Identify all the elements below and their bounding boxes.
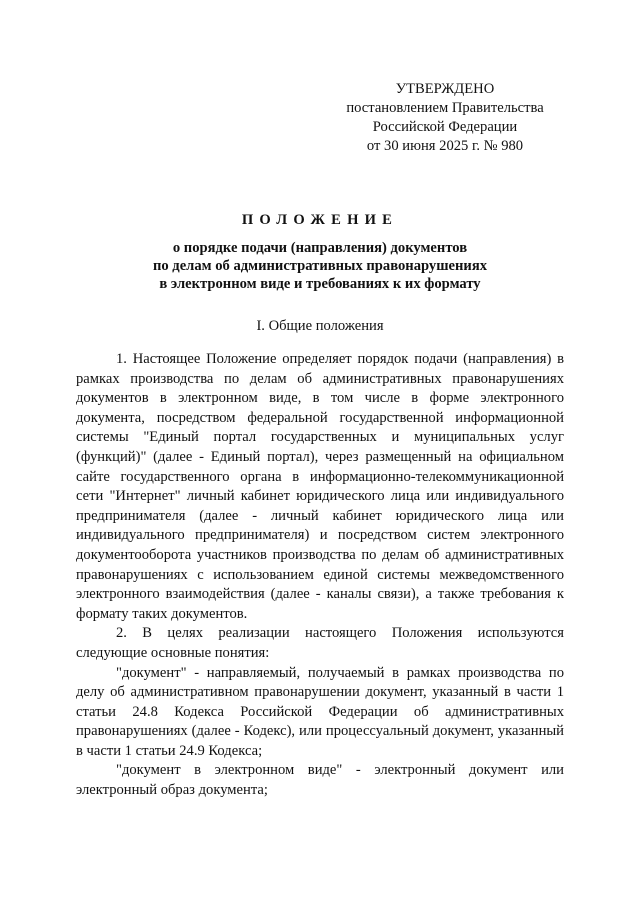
approval-line-2: Российской Федерации [372,119,518,135]
approval-line-1: постановлением Правительства [346,100,544,116]
section-title: I. Общие положения [256,318,384,334]
document-subtitle-line-3: в электронном виде и требованиях к их формату [159,276,481,292]
document-subtitle [0,239,640,293]
approval-stamp [330,80,560,156]
document-subtitle-line-2: по делам об административных правонарушениях [152,258,488,274]
document-body [76,350,564,801]
document-title: ПОЛОЖЕНИЕ [241,212,399,228]
approval-line-3: от 30 июня 2025 г. № 980 [366,138,524,154]
paragraph-1: 1. Настоящее Положение определяет порядок подачи (направления) в рамках производства по делам об административных правонарушениях документов в электронном виде, в том числе в форме электронного документа, посредством федеральной государственной информационной системы "Единый портал государственных и муниципальных услуг (функций)" (далее - Единый портал), через размещенный на официальном сайте государственного органа в информационно-телекоммуникационной сети "Интернет" личный кабинет юридического лица или индивидуального предпринимателя (далее - личный кабинет юридического лица или индивидуального предпринимателя) и посредством систем электронного документооборота участников производства по делам об административных правонарушениях с использованием единой системы межведомственного электронного взаимодействия (далее - каналы связи), а также требования к формату таких документов. [76,351,564,622]
paragraph-3: "документ" - направляемый, получаемый в рамках производства по делу об административном правонарушении документ, указанный в части 1 статьи 24.8 Кодекса Российской Федерации об административных правонарушениях (далее - Кодекс), или процессуальный документ, указанный в части 1 статьи 24.9 Кодекса; [76,664,564,759]
document-subtitle-line-1: о порядке подачи (направления) документов [172,240,468,256]
paragraph-2: 2. В целях реализации настоящего Положения используются следующие основные понятия: [76,625,564,661]
approval-title: УТВЕРЖДЕНО [395,81,495,97]
paragraph-4: "документ в электронном виде" - электронный документ или электронный образ документа; [76,762,564,799]
